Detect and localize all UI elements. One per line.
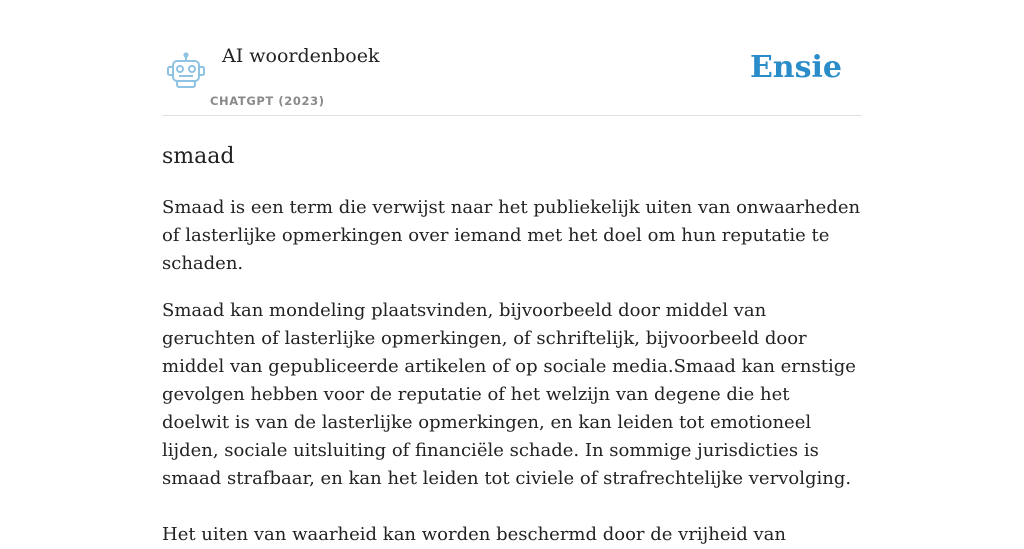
definition-paragraph: Het uiten van waarheid kan worden beschermd door de vrijheid van xyxy=(162,524,787,545)
robot-icon xyxy=(166,52,206,90)
definition-paragraph: Smaad kan mondeling plaatsvinden, bijvoorbeeld door middel van geruchten of lasterlijke opmerkingen, of schriftelijk, bijvoorbeeld door middel van gepubliceerde artikelen of op sociale media.Smaad kan ernstige gevolgen hebben voor de reputatie of het welzijn van degene die het doelwit is van de lasterlijke opmerkingen, en kan leiden tot emotioneel lijden, sociale uitsluiting of financiële schade. In sommige jurisdicties is smaad strafbaar, en kan het leiden tot civiele of strafrechtelijke vervolging. xyxy=(162,300,856,489)
entry-term: smaad xyxy=(162,144,235,169)
site-title[interactable]: AI woordenboek xyxy=(222,45,380,67)
ensie-logo[interactable]: Ensie xyxy=(749,50,842,85)
definition-paragraph: Smaad is een term die verwijst naar het publiekelijk uiten van onwaarheden of lasterlijke opmerkingen over iemand met het doel om hun reputatie te schaden. xyxy=(162,197,861,274)
source-label: CHATGPT (2023) xyxy=(210,94,325,108)
entry-body xyxy=(162,194,862,549)
header xyxy=(162,0,862,116)
entry-container xyxy=(162,0,862,549)
